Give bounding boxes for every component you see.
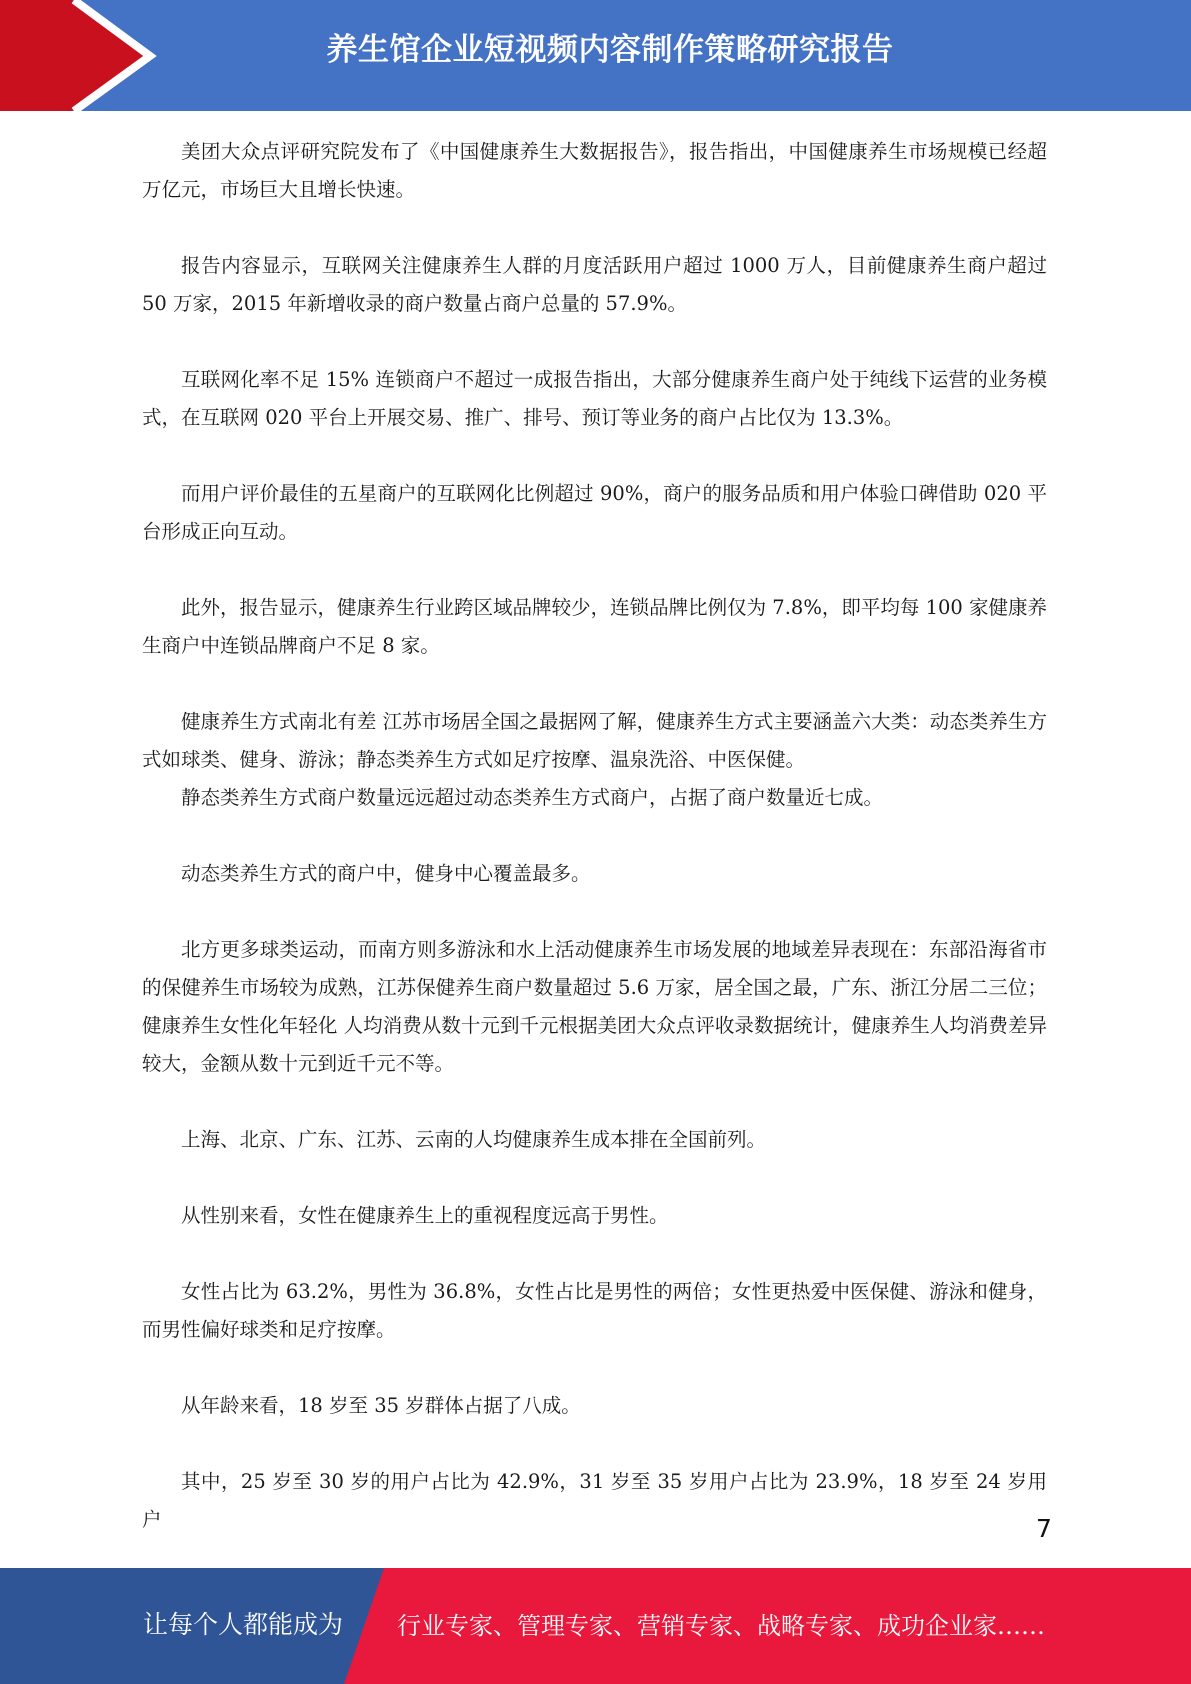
page-number: 7 bbox=[1036, 1514, 1052, 1543]
paragraph-gap bbox=[142, 323, 1047, 361]
paragraph: 互联网化率不足 15% 连锁商户不超过一成报告指出，大部分健康养生商户处于纯线下运营的业务模式，在互联网 020 平台上开展交易、推广、排号、预订等业务的商户占比仅为 13.3%。 bbox=[142, 368, 1047, 429]
page-footer bbox=[0, 1568, 1191, 1684]
paragraph: 静态类养生方式商户数量远远超过动态类养生方式商户，占据了商户数量近七成。 bbox=[181, 786, 884, 809]
report-title: 养生馆企业短视频内容制作策略研究报告 bbox=[326, 32, 894, 68]
paragraph: 健康养生方式南北有差 江苏市场居全国之最据网了解，健康养生方式主要涵盖六大类：动态类养生方式如球类、健身、游泳；静态类养生方式如足疗按摩、温泉洗浴、中医保健。 bbox=[142, 710, 1047, 771]
report-body bbox=[142, 133, 1047, 1539]
paragraph: 女性占比为 63.2%，男性为 36.8%，女性占比是男性的两倍；女性更热爱中医保健、游泳和健身，而男性偏好球类和足疗按摩。 bbox=[142, 1280, 1047, 1341]
paragraph-gap bbox=[142, 665, 1047, 703]
footer-slogan-right: 行业专家、管理专家、营销专家、战略专家、成功企业家…… bbox=[397, 1612, 1045, 1640]
paragraph: 从年龄来看，18 岁至 35 岁群体占据了八成。 bbox=[181, 1394, 581, 1417]
paragraph: 而用户评价最佳的五星商户的互联网化比例超过 90%，商户的服务品质和用户体验口碑借助 020 平台形成正向互动。 bbox=[142, 482, 1047, 543]
paragraph-gap bbox=[142, 1083, 1047, 1121]
paragraph: 美团大众点评研究院发布了《中国健康养生大数据报告》，报告指出，中国健康养生市场规模已经超万亿元，市场巨大且增长快速。 bbox=[142, 140, 1047, 201]
paragraph-gap bbox=[142, 209, 1047, 247]
footer-slogan-left: 让每个人都能成为 bbox=[143, 1610, 344, 1639]
paragraph-gap bbox=[142, 1235, 1047, 1273]
page-header bbox=[0, 0, 1191, 111]
paragraph-gap bbox=[142, 437, 1047, 475]
paragraph: 北方更多球类运动，而南方则多游泳和水上活动健康养生市场发展的地域差异表现在：东部沿海省市的保健养生市场较为成熟，江苏保健养生商户数量超过 5.6 万家，居全国之最，广东、浙江分居二三位；健康养生女性化年轻化 人均消费从数十元到千元根据美团大众点评收录数据统计，健康养生人均消费差异较大，金额从数十元到近千元不等。 bbox=[142, 938, 1047, 1075]
paragraph-gap bbox=[142, 817, 1047, 855]
paragraph-gap bbox=[142, 1425, 1047, 1463]
paragraph: 上海、北京、广东、江苏、云南的人均健康养生成本排在全国前列。 bbox=[181, 1128, 767, 1151]
paragraph-gap bbox=[142, 893, 1047, 931]
paragraph-gap bbox=[142, 1349, 1047, 1387]
paragraph-gap bbox=[142, 551, 1047, 589]
paragraph: 此外，报告显示，健康养生行业跨区域品牌较少，连锁品牌比例仅为 7.8%，即平均每 100 家健康养生商户中连锁品牌商户不足 8 家。 bbox=[142, 596, 1047, 657]
paragraph: 报告内容显示，互联网关注健康养生人群的月度活跃用户超过 1000 万人，目前健康养生商户超过 50 万家，2015 年新增收录的商户数量占商户总量的 57.9%。 bbox=[142, 254, 1047, 315]
paragraph: 动态类养生方式的商户中，健身中心覆盖最多。 bbox=[181, 862, 591, 885]
paragraph: 从性别来看，女性在健康养生上的重视程度远高于男性。 bbox=[181, 1204, 669, 1227]
paragraph-gap bbox=[142, 1159, 1047, 1197]
paragraph: 其中，25 岁至 30 岁的用户占比为 42.9%，31 岁至 35 岁用户占比为 23.9%，18 岁至 24 岁用户 bbox=[142, 1470, 1047, 1531]
